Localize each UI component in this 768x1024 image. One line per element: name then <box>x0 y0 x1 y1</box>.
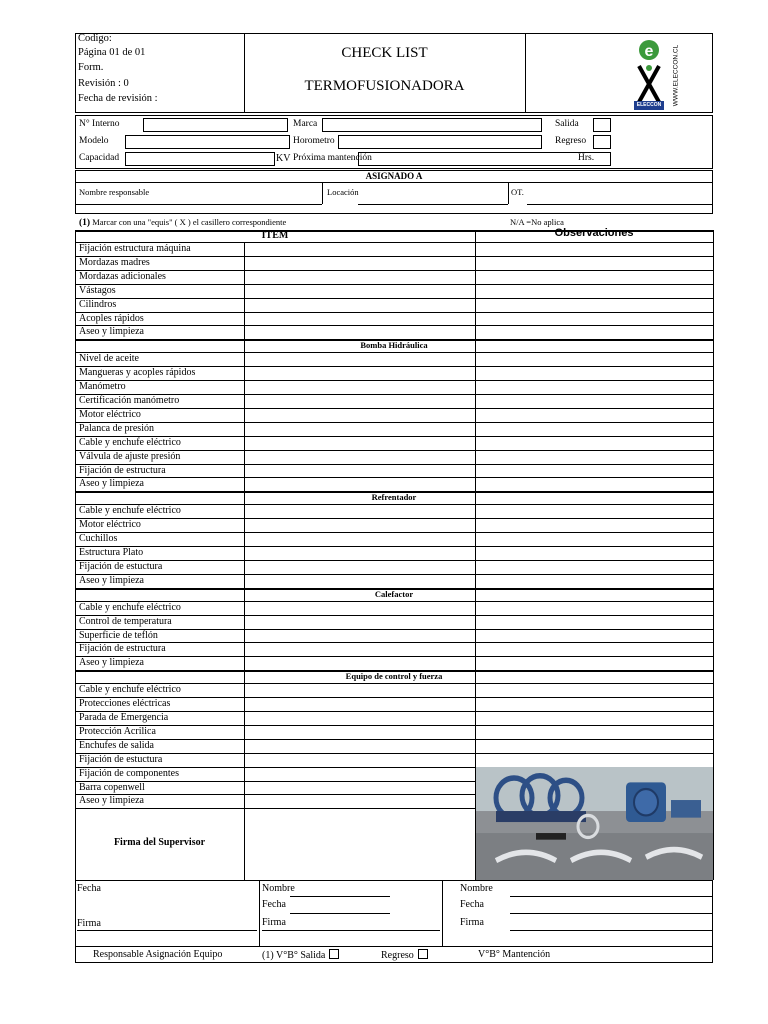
item-label: Manómetro <box>79 381 126 393</box>
check-cell[interactable] <box>244 794 475 808</box>
check-cell[interactable] <box>244 683 475 697</box>
kv-label: KV <box>276 153 291 164</box>
nombre-responsable-label: Nombre responsable <box>79 187 150 197</box>
section-title: Calefactor <box>374 588 414 599</box>
check-cell[interactable] <box>244 298 475 312</box>
item-label: Palanca de presión <box>79 422 154 434</box>
item-label: Cuchillos <box>79 533 118 545</box>
check-cell[interactable] <box>244 352 475 366</box>
row-rule <box>75 808 475 809</box>
check-cell[interactable] <box>244 270 475 284</box>
item-label: Aseo y limpieza <box>79 574 144 586</box>
marca-label: Marca <box>293 119 318 129</box>
check-cell[interactable] <box>244 450 475 464</box>
codigo-label: Codigo: <box>78 33 112 44</box>
horometro-label: Horometro <box>293 136 335 146</box>
item-label: Acoples rápidos <box>79 312 144 324</box>
instructions-text: (1) Marcar con una "equis" ( X ) el casillero correspondiente <box>79 217 287 228</box>
item-label: Protección Acrilica <box>79 725 156 737</box>
check-cell[interactable] <box>244 711 475 725</box>
item-label: Mordazas madres <box>79 256 150 268</box>
item-label: Aseo y limpieza <box>79 478 144 490</box>
check-cell[interactable] <box>244 464 475 478</box>
check-cell[interactable] <box>244 325 475 339</box>
item-label: Vástagos <box>79 284 116 296</box>
check-cell[interactable] <box>244 753 475 767</box>
salida-checkbox[interactable] <box>593 118 611 132</box>
row-rule <box>75 670 713 671</box>
check-cell[interactable] <box>244 256 475 270</box>
item-header: ITEM <box>261 230 289 241</box>
item-label: Certificación manómetro <box>79 395 180 406</box>
firma-label-1: Firma <box>77 918 101 929</box>
check-cell[interactable] <box>244 422 475 436</box>
item-label: Estructura Plato <box>79 547 144 558</box>
hrs-label: Hrs. <box>578 153 595 163</box>
check-cell[interactable] <box>244 532 475 546</box>
table-border-right <box>713 230 714 880</box>
modelo-label: Modelo <box>79 136 109 146</box>
check-cell[interactable] <box>244 739 475 753</box>
check-cell[interactable] <box>244 767 475 781</box>
header-meta <box>78 33 158 105</box>
item-label: Cilindros <box>79 298 117 310</box>
page-title: CHECK LIST <box>341 45 428 61</box>
item-label: Fijación de estuctura <box>79 753 163 765</box>
item-label: Fijación de componentes <box>79 767 179 779</box>
item-label: Nivel de aceite <box>79 353 139 365</box>
check-cell[interactable] <box>244 436 475 450</box>
check-cell[interactable] <box>244 312 475 326</box>
horometro-field[interactable] <box>338 135 542 149</box>
item-label: Fijación de estructura <box>79 643 166 655</box>
check-cell[interactable] <box>244 366 475 380</box>
na-note: N/A =No aplica <box>510 217 564 227</box>
equipment-photo <box>476 767 713 880</box>
item-label: Barra copenwell <box>79 781 145 793</box>
pagina-label: Página 01 de 01 <box>78 47 146 58</box>
check-cell[interactable] <box>244 546 475 560</box>
section-title: Bomba Hidráulica <box>360 340 428 351</box>
item-label: Mangueras y acoples rápidos <box>79 367 196 379</box>
n-interno-label: N° Interno <box>79 119 120 129</box>
item-label: Protecciones eléctricas <box>79 698 171 710</box>
nombre-label-3: Nombre <box>460 883 493 894</box>
check-cell[interactable] <box>244 477 475 491</box>
logo-url: WWW.ELECCON.CL <box>672 44 680 107</box>
item-label: Superficie de teflón <box>79 629 158 641</box>
page-subtitle: TERMOFUSIONADORA <box>304 78 465 94</box>
item-label: Aseo y limpieza <box>79 326 144 338</box>
responsable-label: Responsable Asignación Equipo <box>93 949 223 960</box>
check-cell[interactable] <box>244 408 475 422</box>
capacidad-label: Capacidad <box>79 153 120 163</box>
row-rule <box>75 491 713 493</box>
row-rule <box>75 339 713 340</box>
row-rule <box>75 339 713 341</box>
check-cell[interactable] <box>244 394 475 408</box>
regreso-checkbox[interactable] <box>593 135 611 149</box>
check-cell[interactable] <box>244 380 475 394</box>
marca-field[interactable] <box>322 118 542 132</box>
item-label: Cable y enchufe eléctrico <box>79 601 181 613</box>
fecha-label-1: Fecha <box>77 883 101 894</box>
vb-regreso: Regreso <box>381 949 428 961</box>
capacidad-field[interactable] <box>125 152 275 166</box>
item-label: Fijación estructura máquina <box>79 243 191 254</box>
item-label: Aseo y limpieza <box>79 657 144 669</box>
observaciones-header: Observaciones <box>554 227 634 239</box>
fecha-revision-label: Fecha de revisión : <box>78 93 158 104</box>
check-cell[interactable] <box>244 629 475 643</box>
check-cell[interactable] <box>244 560 475 574</box>
proxima-label: Próxima mantención <box>293 153 372 163</box>
row-rule <box>75 588 713 590</box>
check-cell[interactable] <box>244 697 475 711</box>
eleccon-logo <box>634 38 664 110</box>
item-label: Fijación de estructura <box>79 464 166 476</box>
item-label: Motor eléctrico <box>79 408 141 420</box>
logo-text: ELECCON <box>636 102 662 108</box>
regreso-label: Regreso <box>555 136 587 146</box>
section-title: Refrentador <box>371 492 417 503</box>
item-label: Parada de Emergencia <box>79 712 169 723</box>
table-border-left <box>75 230 76 880</box>
check-cell[interactable] <box>244 518 475 532</box>
item-label: Control de temperatura <box>79 615 172 627</box>
fecha-label-3: Fecha <box>460 899 484 910</box>
item-label: Cable y enchufe eléctrico <box>79 505 181 517</box>
check-cell[interactable] <box>244 656 475 670</box>
regreso-vb-checkbox[interactable] <box>418 949 428 959</box>
check-cell[interactable] <box>244 781 475 795</box>
revision-label: Revisión : 0 <box>78 78 129 89</box>
form-label: Form. <box>78 62 104 73</box>
item-label: Mordazas adicionales <box>79 270 166 282</box>
check-cell[interactable] <box>244 284 475 298</box>
salida-label: Salida <box>555 119 579 129</box>
row-rule <box>75 670 713 672</box>
item-label: Válvula de ajuste presión <box>79 450 181 462</box>
col-divider-2 <box>475 230 476 880</box>
check-cell[interactable] <box>244 601 475 615</box>
vb-salida: (1) V°B° Salida <box>262 949 339 961</box>
item-label: Enchufes de salida <box>79 739 154 751</box>
check-cell[interactable] <box>244 242 475 256</box>
section-title: Equipo de control y fuerza <box>345 671 443 682</box>
item-label: Motor eléctrico <box>79 519 141 531</box>
locacion-label: Locación <box>327 187 359 197</box>
item-label: Cable y enchufe eléctrico <box>79 684 181 696</box>
check-cell[interactable] <box>244 642 475 656</box>
ot-label: OT. <box>511 187 524 197</box>
firma-label-3: Firma <box>460 917 484 928</box>
row-rule <box>75 230 713 232</box>
salida-vb-checkbox[interactable] <box>329 949 339 959</box>
asignado-title: ASIGNADO A <box>365 171 423 181</box>
item-label: Aseo y limpieza <box>79 795 144 807</box>
n-interno-field[interactable] <box>143 118 288 132</box>
check-cell[interactable] <box>244 574 475 588</box>
fecha-label-2: Fecha <box>262 899 286 910</box>
nombre-label-2: Nombre <box>262 883 295 894</box>
item-label: Cable y enchufe eléctrico <box>79 436 181 448</box>
check-cell[interactable] <box>244 504 475 518</box>
modelo-field[interactable] <box>125 135 290 149</box>
check-cell[interactable] <box>244 725 475 739</box>
firma-label-2: Firma <box>262 917 286 928</box>
check-cell[interactable] <box>244 615 475 629</box>
vb-mantencion: V°B° Mantención <box>478 949 551 960</box>
proxima-field[interactable] <box>358 152 611 166</box>
row-rule <box>75 588 713 589</box>
row-rule <box>75 491 713 492</box>
svg-text:e: e <box>644 43 654 60</box>
firma-supervisor-label: Firma del Supervisor <box>113 837 206 849</box>
item-label: Fijación de estuctura <box>79 560 163 572</box>
